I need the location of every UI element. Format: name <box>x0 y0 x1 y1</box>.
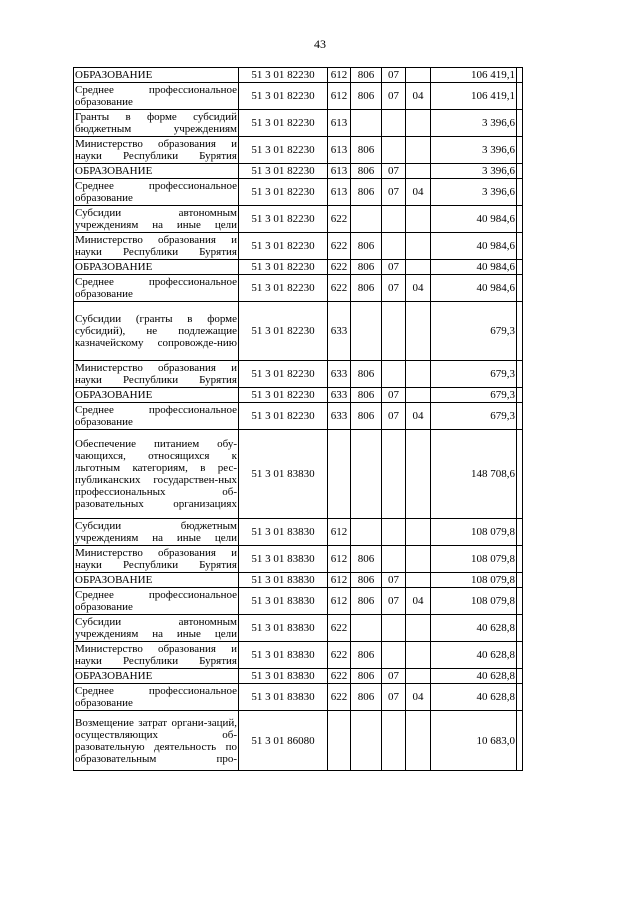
table-row <box>74 430 523 519</box>
cell-empty <box>517 573 523 588</box>
cell-c4: 04 <box>406 83 431 110</box>
cell-c1: 613 <box>328 164 351 179</box>
table-row <box>74 302 523 361</box>
cell-empty <box>517 179 523 206</box>
cell-amount: 679,3 <box>431 302 517 361</box>
cell-name: Субсидии автономным учреждениям на иные цели <box>75 616 237 640</box>
cell-c1: 633 <box>328 361 351 388</box>
cell-code: 51 3 01 82230 <box>239 403 328 430</box>
cell-c3: 07 <box>382 403 406 430</box>
cell-code: 51 3 01 83830 <box>239 642 328 669</box>
table-row <box>74 711 523 771</box>
cell-code: 51 3 01 82230 <box>239 233 328 260</box>
cell-c3 <box>382 642 406 669</box>
cell-amount: 108 079,8 <box>431 519 517 546</box>
cell-c3 <box>382 137 406 164</box>
cell-empty <box>517 137 523 164</box>
cell-name: Гранты в форме субсидий бюджетным учреждениям <box>75 111 237 135</box>
cell-empty <box>517 403 523 430</box>
cell-c1: 622 <box>328 206 351 233</box>
cell-code: 51 3 01 83830 <box>239 573 328 588</box>
cell-c4 <box>406 233 431 260</box>
cell-amount: 679,3 <box>431 361 517 388</box>
cell-c2: 806 <box>351 164 382 179</box>
cell-code: 51 3 01 82230 <box>239 260 328 275</box>
cell-c3: 07 <box>382 260 406 275</box>
cell-code: 51 3 01 82230 <box>239 137 328 164</box>
cell-amount: 679,3 <box>431 403 517 430</box>
cell-code: 51 3 01 82230 <box>239 83 328 110</box>
budget-table-body <box>74 68 523 771</box>
cell-name: Субсидии бюджетным учреждениям на иные цели <box>75 520 237 544</box>
cell-c4: 04 <box>406 275 431 302</box>
table-row <box>74 179 523 206</box>
cell-empty <box>517 260 523 275</box>
cell-c3 <box>382 302 406 361</box>
table-row <box>74 68 523 83</box>
cell-c1: 612 <box>328 573 351 588</box>
cell-amount: 106 419,1 <box>431 83 517 110</box>
table-row <box>74 361 523 388</box>
cell-amount: 40 984,6 <box>431 206 517 233</box>
cell-amount: 108 079,8 <box>431 588 517 615</box>
cell-empty <box>517 669 523 684</box>
cell-c1: 613 <box>328 110 351 137</box>
cell-empty <box>517 206 523 233</box>
cell-c4 <box>406 302 431 361</box>
cell-c4 <box>406 642 431 669</box>
cell-c1: 612 <box>328 546 351 573</box>
cell-code: 51 3 01 83830 <box>239 430 328 519</box>
cell-c2: 806 <box>351 68 382 83</box>
cell-amount: 40 984,6 <box>431 275 517 302</box>
cell-empty <box>517 164 523 179</box>
cell-c3: 07 <box>382 684 406 711</box>
cell-name: Возмещение затрат органи-заций, осуществляющих об-разовательную деятельность по образовательным про- <box>74 711 239 771</box>
cell-code: 51 3 01 83830 <box>239 588 328 615</box>
cell-c2 <box>351 430 382 519</box>
cell-code: 51 3 01 83830 <box>239 669 328 684</box>
cell-c4 <box>406 137 431 164</box>
cell-amount: 3 396,6 <box>431 110 517 137</box>
table-row <box>74 260 523 275</box>
cell-name: ОБРАЗОВАНИЕ <box>74 68 239 83</box>
cell-amount: 40 984,6 <box>431 260 517 275</box>
cell-c1: 622 <box>328 684 351 711</box>
cell-c4 <box>406 361 431 388</box>
table-row <box>74 546 523 573</box>
cell-c4 <box>406 68 431 83</box>
cell-empty <box>517 275 523 302</box>
cell-c1: 622 <box>328 642 351 669</box>
cell-c2: 806 <box>351 233 382 260</box>
cell-c2: 806 <box>351 403 382 430</box>
cell-name: ОБРАЗОВАНИЕ <box>74 164 239 179</box>
cell-c3 <box>382 361 406 388</box>
cell-c4 <box>406 206 431 233</box>
cell-c2 <box>351 110 382 137</box>
cell-c2: 806 <box>351 275 382 302</box>
cell-c2: 806 <box>351 137 382 164</box>
cell-c2: 806 <box>351 179 382 206</box>
cell-code: 51 3 01 83830 <box>239 519 328 546</box>
cell-amount: 40 628,8 <box>431 615 517 642</box>
cell-amount: 40 628,8 <box>431 642 517 669</box>
table-row <box>74 164 523 179</box>
cell-c3 <box>382 233 406 260</box>
cell-c2: 806 <box>351 388 382 403</box>
table-row <box>74 519 523 546</box>
cell-c4: 04 <box>406 684 431 711</box>
cell-amount: 40 984,6 <box>431 233 517 260</box>
cell-amount: 108 079,8 <box>431 573 517 588</box>
cell-c1: 622 <box>328 615 351 642</box>
cell-c3 <box>382 519 406 546</box>
cell-c4 <box>406 573 431 588</box>
cell-code: 51 3 01 86080 <box>239 711 328 771</box>
cell-c4: 04 <box>406 179 431 206</box>
cell-c1: 622 <box>328 275 351 302</box>
cell-name: Среднее профессиональное образование <box>75 404 237 428</box>
table-row <box>74 669 523 684</box>
cell-code: 51 3 01 82230 <box>239 206 328 233</box>
cell-c4 <box>406 430 431 519</box>
cell-c2 <box>351 206 382 233</box>
cell-c2: 806 <box>351 83 382 110</box>
cell-amount: 10 683,0 <box>431 711 517 771</box>
cell-code: 51 3 01 82230 <box>239 361 328 388</box>
cell-empty <box>517 519 523 546</box>
table-row <box>74 110 523 137</box>
cell-c4 <box>406 164 431 179</box>
cell-empty <box>517 388 523 403</box>
cell-code: 51 3 01 82230 <box>239 388 328 403</box>
table-row <box>74 275 523 302</box>
cell-empty <box>517 361 523 388</box>
cell-c2 <box>351 615 382 642</box>
cell-c2: 806 <box>351 361 382 388</box>
cell-empty <box>517 684 523 711</box>
cell-empty <box>517 615 523 642</box>
cell-name: Министерство образования и науки Республики Бурятия <box>75 138 237 162</box>
cell-name: Среднее профессиональное образование <box>75 276 237 300</box>
cell-code: 51 3 01 82230 <box>239 68 328 83</box>
cell-name: ОБРАЗОВАНИЕ <box>74 573 239 588</box>
cell-c1: 622 <box>328 260 351 275</box>
cell-name: Министерство образования и науки Республики Бурятия <box>75 362 237 386</box>
cell-c4 <box>406 546 431 573</box>
cell-c2 <box>351 519 382 546</box>
cell-amount: 106 419,1 <box>431 68 517 83</box>
cell-c1: 622 <box>328 669 351 684</box>
cell-c4 <box>406 260 431 275</box>
cell-name: Среднее профессиональное образование <box>75 685 237 709</box>
cell-code: 51 3 01 82230 <box>239 110 328 137</box>
cell-code: 51 3 01 82230 <box>239 302 328 361</box>
cell-empty <box>517 430 523 519</box>
cell-name: Среднее профессиональное образование <box>75 589 237 613</box>
cell-c1 <box>328 430 351 519</box>
cell-c3 <box>382 110 406 137</box>
cell-empty <box>517 711 523 771</box>
cell-c4 <box>406 669 431 684</box>
table-row <box>74 403 523 430</box>
cell-name: Среднее профессиональное образование <box>75 84 237 108</box>
cell-c2: 806 <box>351 260 382 275</box>
cell-name: Министерство образования и науки Республики Бурятия <box>75 234 237 258</box>
cell-c2: 806 <box>351 642 382 669</box>
cell-c2: 806 <box>351 573 382 588</box>
table-row <box>74 206 523 233</box>
table-row <box>74 615 523 642</box>
cell-c2: 806 <box>351 588 382 615</box>
cell-c2 <box>351 302 382 361</box>
cell-c1: 633 <box>328 403 351 430</box>
cell-c1: 612 <box>328 588 351 615</box>
cell-amount: 3 396,6 <box>431 137 517 164</box>
cell-c3 <box>382 206 406 233</box>
cell-c1: 622 <box>328 233 351 260</box>
cell-amount: 108 079,8 <box>431 546 517 573</box>
cell-c4: 04 <box>406 403 431 430</box>
table-row <box>74 642 523 669</box>
cell-name: Министерство образования и науки Республики Бурятия <box>75 547 237 571</box>
cell-empty <box>517 302 523 361</box>
cell-empty <box>517 588 523 615</box>
table-row <box>74 83 523 110</box>
cell-c3: 07 <box>382 588 406 615</box>
table-row <box>74 233 523 260</box>
page-number: 43 <box>314 37 326 51</box>
cell-c3: 07 <box>382 68 406 83</box>
cell-code: 51 3 01 83830 <box>239 615 328 642</box>
budget-table <box>73 67 523 771</box>
cell-c3 <box>382 546 406 573</box>
cell-code: 51 3 01 82230 <box>239 179 328 206</box>
cell-empty <box>517 546 523 573</box>
cell-c3 <box>382 430 406 519</box>
cell-c4 <box>406 615 431 642</box>
cell-amount: 3 396,6 <box>431 179 517 206</box>
cell-c1: 613 <box>328 179 351 206</box>
cell-c3: 07 <box>382 275 406 302</box>
cell-code: 51 3 01 82230 <box>239 275 328 302</box>
cell-c2: 806 <box>351 669 382 684</box>
cell-c2 <box>351 711 382 771</box>
cell-c4 <box>406 519 431 546</box>
cell-c1 <box>328 711 351 771</box>
table-row <box>74 388 523 403</box>
cell-code: 51 3 01 82230 <box>239 164 328 179</box>
table-row <box>74 684 523 711</box>
cell-c3: 07 <box>382 669 406 684</box>
cell-c3: 07 <box>382 179 406 206</box>
cell-name: ОБРАЗОВАНИЕ <box>74 669 239 684</box>
table-row <box>74 573 523 588</box>
cell-empty <box>517 83 523 110</box>
cell-c2: 806 <box>351 684 382 711</box>
cell-name: Среднее профессиональное образование <box>75 180 237 204</box>
cell-c1: 612 <box>328 68 351 83</box>
cell-amount: 40 628,8 <box>431 684 517 711</box>
cell-empty <box>517 233 523 260</box>
table-row <box>74 137 523 164</box>
table-row <box>74 588 523 615</box>
cell-empty <box>517 68 523 83</box>
cell-c4: 04 <box>406 588 431 615</box>
cell-c3: 07 <box>382 164 406 179</box>
cell-c3: 07 <box>382 83 406 110</box>
cell-name: Обеспечение питанием обу-чающихся, относящихся к льготным категориям, в рес-публиканских государствен-ных профессиональных об-разовательных организациях <box>74 430 239 519</box>
cell-code: 51 3 01 83830 <box>239 546 328 573</box>
cell-name: ОБРАЗОВАНИЕ <box>74 260 239 275</box>
cell-c2: 806 <box>351 546 382 573</box>
cell-c1: 612 <box>328 83 351 110</box>
cell-amount: 3 396,6 <box>431 164 517 179</box>
cell-amount: 148 708,6 <box>431 430 517 519</box>
cell-c3 <box>382 711 406 771</box>
cell-name: Субсидии (гранты в форме субсидий), не подлежащие казначейскому сопровожде-нию <box>74 302 239 361</box>
cell-c1: 613 <box>328 137 351 164</box>
cell-c3 <box>382 615 406 642</box>
cell-name: ОБРАЗОВАНИЕ <box>74 388 239 403</box>
cell-empty <box>517 110 523 137</box>
cell-c1: 633 <box>328 302 351 361</box>
cell-c4 <box>406 110 431 137</box>
cell-amount: 679,3 <box>431 388 517 403</box>
cell-c3: 07 <box>382 573 406 588</box>
cell-c3: 07 <box>382 388 406 403</box>
cell-empty <box>517 642 523 669</box>
cell-code: 51 3 01 83830 <box>239 684 328 711</box>
cell-name: Субсидии автономным учреждениям на иные цели <box>75 207 237 231</box>
cell-c4 <box>406 388 431 403</box>
cell-c1: 612 <box>328 519 351 546</box>
cell-c1: 633 <box>328 388 351 403</box>
cell-c4 <box>406 711 431 771</box>
cell-name: Министерство образования и науки Республики Бурятия <box>75 643 237 667</box>
cell-amount: 40 628,8 <box>431 669 517 684</box>
